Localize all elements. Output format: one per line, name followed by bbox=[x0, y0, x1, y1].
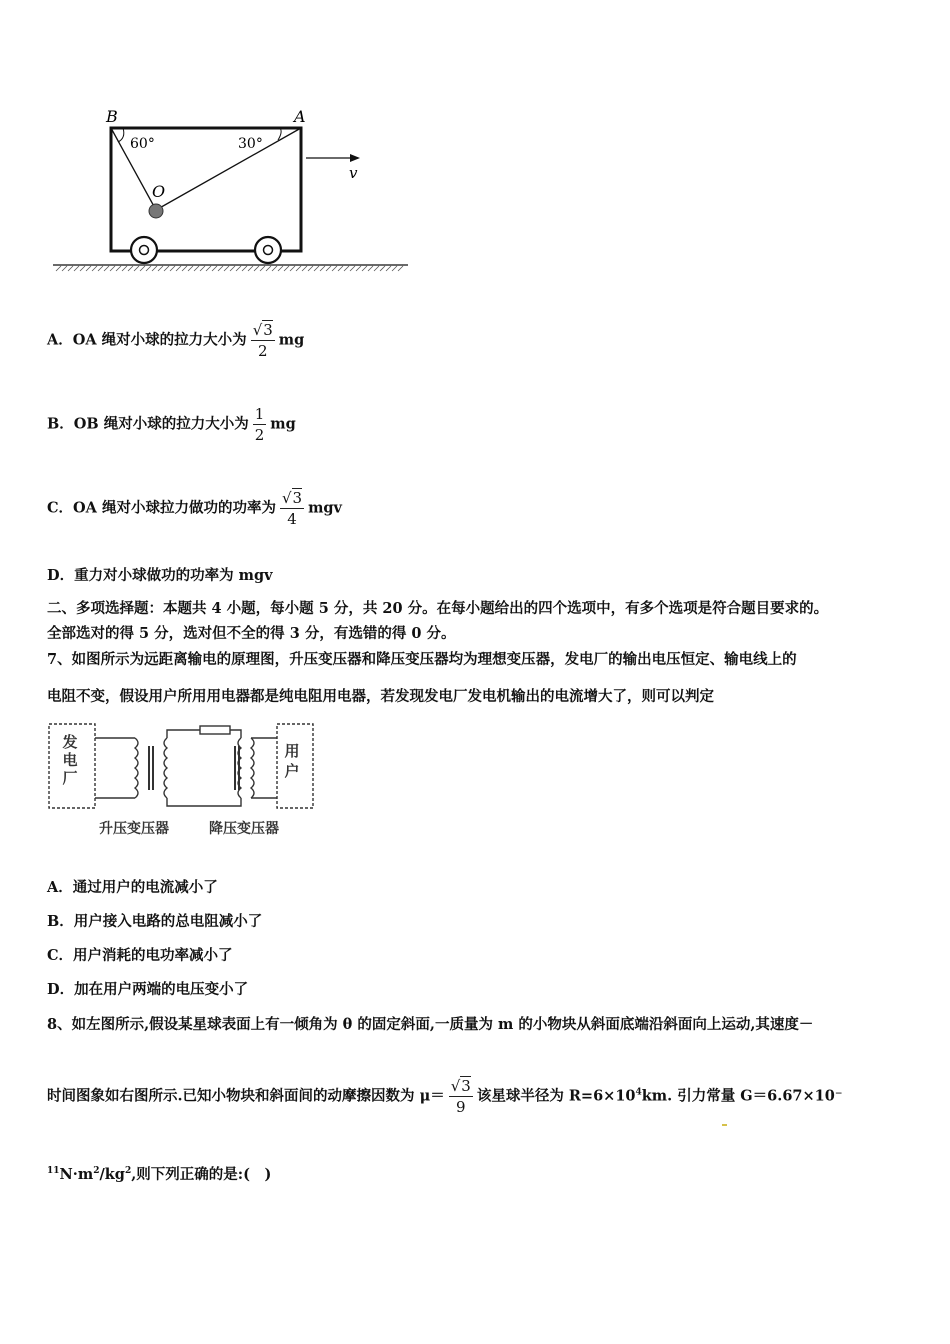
q6-a-text: A．OA 绳对小球的拉力大小为 bbox=[47, 331, 247, 349]
q8-units-sq1: 2 bbox=[93, 1166, 100, 1177]
user-label: 用户 bbox=[284, 742, 300, 780]
q6-b-num: 1 bbox=[254, 405, 265, 423]
q8-radius-exp: 4 bbox=[635, 1087, 642, 1098]
q8-line2-prefix: 时间图象如右图所示.已知小物块和斜面间的动摩擦因数为 μ＝ bbox=[47, 1087, 445, 1105]
q8-units-a: N·m bbox=[59, 1166, 94, 1183]
section2-line2: 全部选对的得 5 分，选对但不全的得 3 分，有选错的得 0 分。 bbox=[47, 625, 456, 642]
q6-c-fraction: $\frac{√3}{4}$ bbox=[281, 489, 303, 528]
q7-option-c: C．用户消耗的电功率减小了 bbox=[47, 947, 233, 964]
label-a: A bbox=[294, 107, 306, 126]
label-o: O bbox=[152, 182, 166, 201]
q8-g-exp: 11 bbox=[47, 1166, 60, 1177]
q6-a-suffix: mg bbox=[278, 331, 305, 349]
q6-c-text: C．OA 绳对小球拉力做功的功率为 bbox=[47, 499, 276, 517]
q6-option-d: D．重力对小球做功的功率为 mgv bbox=[47, 567, 273, 584]
q8-mu-fraction: $\frac{√3}{9}$ bbox=[450, 1077, 471, 1116]
q6-a-den: 2 bbox=[257, 342, 268, 360]
angle-30: 30° bbox=[238, 136, 263, 152]
q6-a-fraction: $\frac{√3}{2}$ bbox=[252, 321, 273, 360]
q8-units-sq2: 2 bbox=[124, 1166, 132, 1177]
ball bbox=[149, 204, 163, 218]
q8-mu-den: 9 bbox=[456, 1098, 466, 1116]
q6-option-b bbox=[47, 404, 296, 445]
q6-option-a bbox=[47, 320, 304, 361]
q7-stem-line2: 电阻不变，假设用户所用用电器都是纯电阻用电器，若发现发电厂发电机输出的电流增大了，则可以判定 bbox=[47, 688, 714, 705]
q7-option-a: A．通过用户的电流减小了 bbox=[47, 879, 218, 896]
q8-stem-line3 bbox=[47, 1163, 271, 1184]
q6-b-text: B．OB 绳对小球的拉力大小为 bbox=[47, 415, 249, 433]
q7-option-d: D．加在用户两端的电压变小了 bbox=[47, 981, 249, 998]
label-b: B bbox=[106, 107, 118, 126]
q8-line2-suffix: km. 引力常量 G＝6.67×10⁻ bbox=[641, 1087, 843, 1105]
q6-c-den: 4 bbox=[287, 510, 297, 528]
cart-diagram bbox=[48, 100, 418, 275]
step-up-label: 升压变压器 bbox=[99, 821, 169, 837]
q6-b-den: 2 bbox=[254, 426, 265, 444]
angle-60: 60° bbox=[130, 136, 155, 152]
q8-mu-num: 3 bbox=[461, 1077, 471, 1095]
q8-stem-line2 bbox=[47, 1076, 842, 1117]
q8-stem-line1: 8、如左图所示,假设某星球表面上有一倾角为 θ 的固定斜面,一质量为 m 的小物块从斜面底端沿斜面向上运动,其速度－ bbox=[47, 1016, 814, 1033]
q7-stem-line1: 7、如图所示为远距离输电的原理图，升压变压器和降压变压器均为理想变压器，发电厂的输出电压恒定、输电线上的 bbox=[47, 651, 797, 668]
q6-option-c bbox=[47, 488, 342, 529]
q7-option-b: B．用户接入电路的总电阻减小了 bbox=[47, 913, 263, 930]
velocity-label: v bbox=[349, 164, 358, 182]
q6-b-suffix: mg bbox=[270, 415, 296, 433]
stray-mark bbox=[722, 1124, 727, 1126]
q6-c-suffix: mgv bbox=[308, 499, 342, 517]
q8-line2-mid: 该星球半径为 R=6×10 bbox=[476, 1087, 636, 1105]
power-plant-label: 发电厂 bbox=[62, 733, 78, 787]
line-resistor bbox=[200, 726, 230, 734]
section2-line1: 二、多项选择题：本题共 4 小题，每小题 5 分，共 20 分。在每小题给出的四个选项中，有多个选项是符合题目要求的。 bbox=[47, 600, 829, 617]
q6-b-fraction bbox=[253, 404, 267, 445]
q8-units-b: /kg bbox=[99, 1166, 125, 1183]
q6-a-num: 3 bbox=[263, 321, 273, 339]
step-down-label: 降压变压器 bbox=[209, 821, 279, 837]
q8-line3-end: ,则下列正确的是:( ) bbox=[131, 1166, 272, 1183]
q6-c-num: 3 bbox=[292, 489, 303, 507]
